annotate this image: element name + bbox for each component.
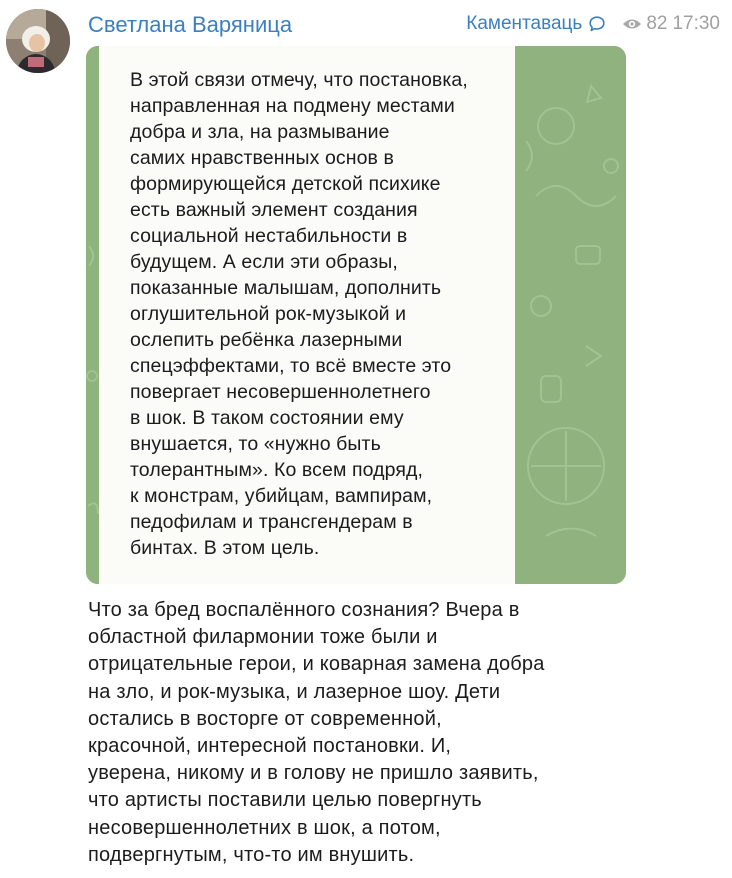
quote-line: к монстрам, убийцам, вампирам, (130, 485, 433, 507)
body-line: уверена, никому и в голову не пришло заявить, (88, 762, 539, 785)
post-time: 17:30 (672, 13, 720, 34)
quote-line: повергает несовершеннолетнего (130, 381, 431, 403)
comment-button[interactable] (466, 13, 606, 35)
quote-line: спецэффектами, то всё вместе это (130, 355, 452, 377)
quote-line: бинтах. В этом цель. (130, 537, 320, 559)
body-line: отрицательные герои, и коварная замена добра (88, 653, 545, 676)
quote-line: самих нравственных основ в (130, 147, 394, 169)
quote-line: В этой связи отмечу, что постановка, (130, 69, 468, 91)
views-count: 82 (646, 13, 668, 34)
author-name[interactable]: Светлана Варяница (88, 12, 293, 37)
quote-line: внушается, то «нужно быть (130, 433, 381, 455)
views-counter (622, 13, 667, 35)
body-line: областной филармонии тоже были и (88, 626, 438, 649)
quote-line: есть важный элемент создания (130, 199, 418, 221)
quote-line: оглушительной рок-музыкой и (130, 303, 407, 325)
quote-line: педофилам и трансгендерам в (130, 511, 413, 533)
body-line: на зло, и рок-музыка, и лазерное шоу. Дети (88, 680, 501, 703)
quote-line: направленная на подмену местами (130, 95, 455, 117)
quote-line: в шок. В таком состоянии ему (130, 407, 404, 429)
body-line: остались в восторге от современной, (88, 707, 442, 730)
avatar[interactable] (6, 9, 70, 73)
post-body (88, 597, 698, 869)
quote-line: ослепить ребёнка лазерными (130, 329, 403, 351)
body-line: несовершеннолетних в шок, а потом, (88, 816, 441, 839)
quote-text-panel (99, 46, 515, 584)
body-line: что артисты поставили целью повергнуть (88, 789, 482, 812)
body-line: красочной, интересной постановки. И, (88, 735, 452, 758)
quote-line: добра и зла, на размывание (130, 121, 390, 143)
eye-icon (622, 17, 642, 31)
speech-bubble-icon[interactable] (588, 15, 606, 33)
body-line: подвергнутым, что-то им внушить. (88, 843, 415, 866)
quote-line: социальной нестабильности в (130, 225, 408, 247)
post-meta (466, 13, 720, 35)
quote-line: толерантным». Ко всем подряд, (130, 459, 424, 481)
quoted-image[interactable] (86, 46, 626, 584)
body-line: Что за бред воспалённого сознания? Вчера в (88, 599, 520, 621)
quote-line: будущем. А если эти образы, (130, 251, 398, 273)
quote-line: показанные малышам, дополнить (130, 277, 442, 299)
quote-line: формирующейся детской психике (130, 173, 441, 195)
comment-label[interactable]: Каментаваць (466, 13, 583, 34)
